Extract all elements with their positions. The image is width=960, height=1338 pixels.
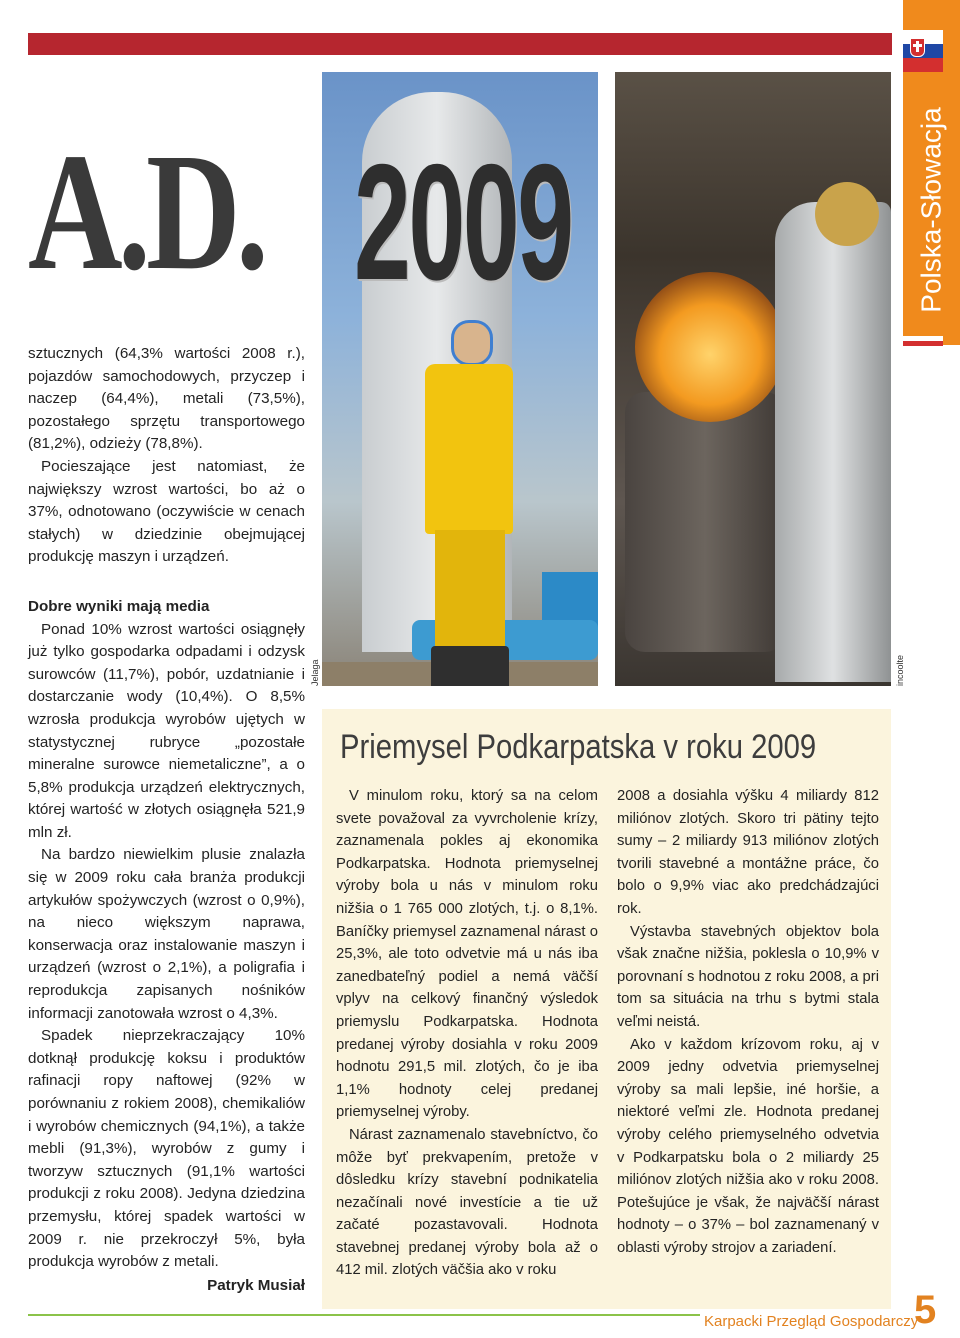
photo-credit-right: incoolte bbox=[895, 654, 905, 686]
paragraph: Na bardzo niewielkim plusie znalazła się w 2009 roku cała branża produkcji artykułów spożywczych (wzrost o 0,9%), na nieco większym naprawa, konserwacja oraz instalowanie maszyn i urządzeń (wzrost o 2,1%), a poligrafia i reprodukcja zapisanych nośników informacji zanotowała wzrost o 4,3%. bbox=[28, 846, 305, 1022]
section-heading: Dobre wyniki mają media bbox=[28, 597, 210, 615]
paragraph: Pocieszające jest natomiast, że największy wzrost wartości, bo aż o 37%, odnotowano (oczywiście w cenach stałych) w dziedzinie obejmującej produkcję maszyn i urządzeń. bbox=[28, 457, 305, 566]
box-column-right bbox=[617, 785, 879, 1259]
paragraph: sztucznych (64,3% wartości 2008 r.), pojazdów samochodowych, przyczep i naczep (64,4%), metali (73,5%), pozostałego sprzętu transportowego (81,2%), odzieży (78,8%). bbox=[28, 345, 305, 453]
headline-year: 2009 bbox=[354, 130, 572, 314]
box-column-left bbox=[336, 785, 598, 1282]
photo-foundry-worker bbox=[615, 72, 891, 686]
molten-metal bbox=[635, 272, 785, 422]
top-red-bar bbox=[28, 33, 892, 55]
polish-flag-icon bbox=[903, 336, 943, 346]
paragraph: 2008 a dosiahla výšku 4 miliardy 812 miliónov zlotých. Skoro tri pätiny tejto sumy – 2 miliardy 913 miliónov zlotých tvorili stavebné a montážne práce, čo bolo o 9,9% viac ako predchádzajúci rok. bbox=[617, 788, 879, 917]
paragraph: Spadek nieprzekraczający 10% dotknął produkcję koksu i produktów rafinacji ropy naftowej (92% w porównaniu z rokiem 2008), chemikaliów i wyrobów chemicznych (94,1%), a także mebli (91,3%), wyrobów z gumy i tworzyw sztucznych (91,1% wartości produkcji z roku 2008). Jedyna dziedzina przemysłu, której spadek wartości w 2009 r. nie przekroczył 5%, była produkcja wyrobów z metali. bbox=[28, 1027, 305, 1271]
article-column-polish bbox=[28, 343, 305, 1297]
ladle bbox=[625, 392, 785, 652]
worker-helmet bbox=[815, 182, 879, 246]
slovak-summary-box bbox=[322, 709, 891, 1309]
worker-figure bbox=[417, 320, 521, 686]
section-title-text: Polska-Słowacja bbox=[915, 107, 947, 313]
box-title: Priemysel Podkarpatska v roku 2009 bbox=[340, 728, 817, 766]
author-name: Patryk Musiał bbox=[207, 1276, 305, 1294]
magazine-name: Karpacki Przegląd Gospodarczy bbox=[700, 1313, 922, 1330]
paragraph: Ponad 10% wzrost wartości osiągnęły już tylko gospodarka odpadami i odzysk surowców (11,7%), pobór, uzdatnianie i dostarczanie wody (10,4%). O 8,5% wzrosła produkcja wyrobów ujętych w statystycznej rubryce „pozostałe mineralne surowce niemetaliczne”, a o 5,8% produkcja urządzeń elektrycznych, której wartość w złotych osiągnęła 521,9 mln zł. bbox=[28, 620, 305, 841]
slovak-flag-icon bbox=[903, 30, 943, 72]
paragraph: Ako v každom krízovom roku, aj v 2009 jedny odvetvia priemyselnej výroby sa mali lepšie, iné horšie, a niektoré veľmi zle. Hodnota predanej výroby celého priemyselného odvetvia v Podkarpatsku bola o 2 miliardy 25 miliónov zlotých nižšia ako v roku 2008. Potešujúce je však, že najväčší nárast hodnoty – o 37% – bol zaznamenaný v oblasti výroby strojov a zariadení. bbox=[617, 1036, 879, 1256]
headline-ad: A.D. bbox=[28, 119, 265, 305]
paragraph: Nárast zaznamenalo stavebníctvo, čo môže byť prekvapením, pretože v dôsledku krízy stavební podnikatelia nezačínali nové investície a tie už začaté pozastavovali. Hodnota stavebnej predanej výroby bola až o 412 mil. zlotých väčšia ako v roku bbox=[336, 1126, 598, 1279]
section-title-vertical bbox=[903, 90, 960, 330]
photo-credit-left: Jelaga bbox=[310, 659, 320, 686]
paragraph: V minulom roku, ktorý sa na celom svete považoval za vyvrcholenie krízy, zaznamenala pokles aj ekonomika Podkarpatska. Hodnota priemyselnej výroby bola u nás v minulom roku nižšia o 1 765 000 zlotých, t.j. o 8,1%. Baníčky priemysel zaznamenal nárast o 25,3%, ale toto odvetvie má u nás iba zanedbateľný podiel a nemá väčší vplyv na celkový finančný výsledok priemyslu Podkarpatska. Hodnota predanej výroby dosiahla v roku 2009 hodnotu 291,5 mil. zlotých, čo je iba 1,1% hodnoty celej predanej priemyselnej výroby. bbox=[336, 788, 598, 1121]
protective-suit-worker bbox=[775, 202, 891, 682]
paragraph: Výstavba stavebných objektov bola však značne nižšia, poklesla o 10,9% v porovnaní s hodnotou z roku 2008, a pri tom sa situácia na trhu s bytmi stala veľmi neistá. bbox=[617, 923, 879, 1030]
page-number: 5 bbox=[914, 1288, 937, 1332]
